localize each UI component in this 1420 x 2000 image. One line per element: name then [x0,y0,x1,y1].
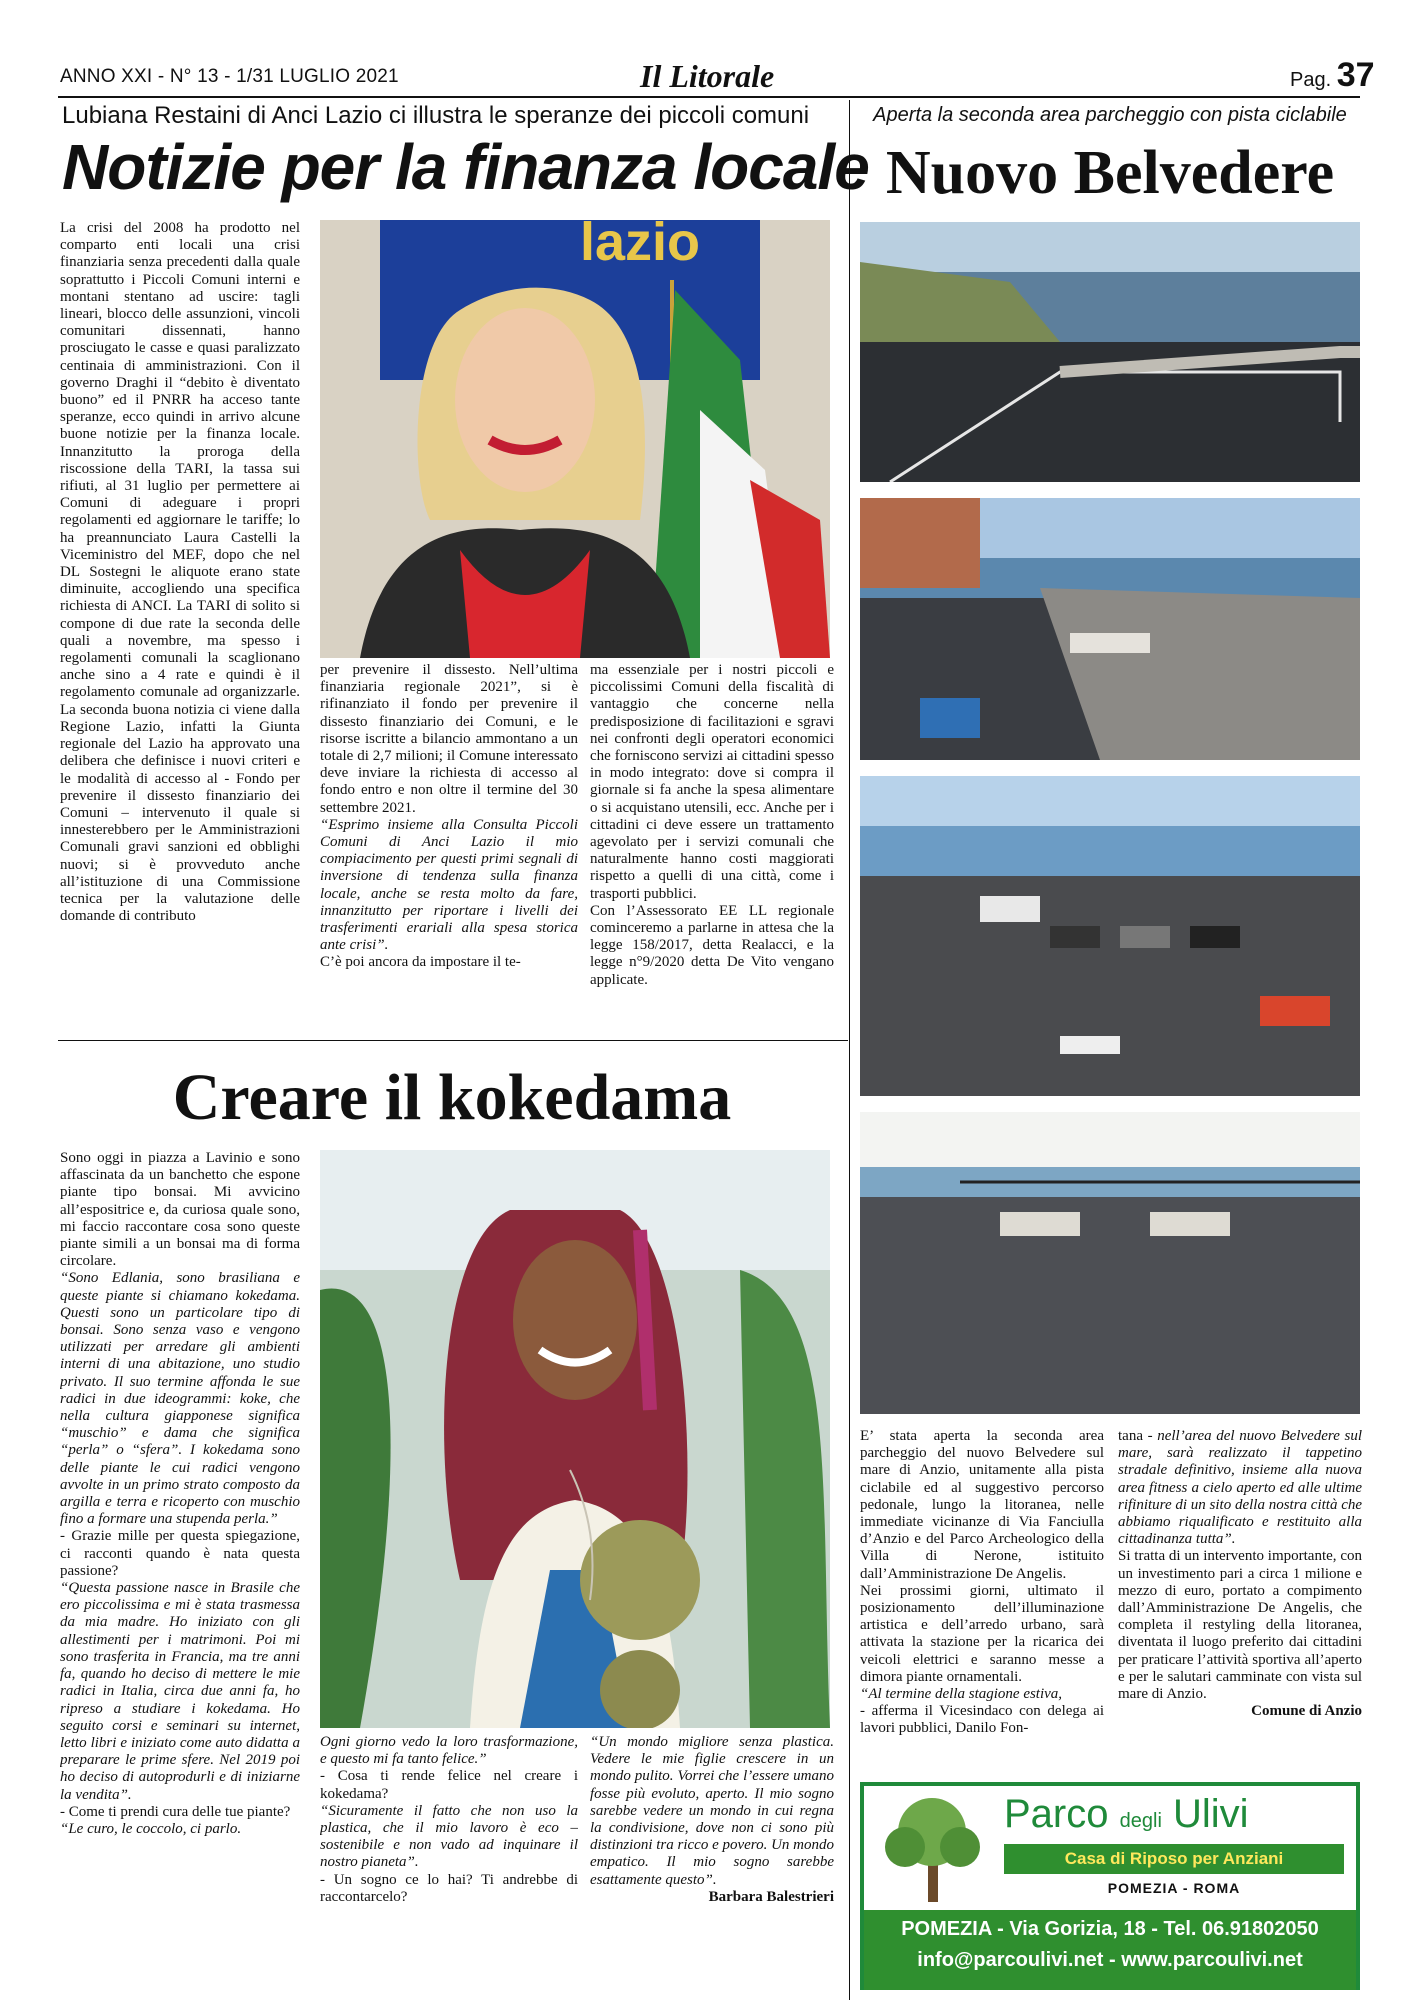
photo-belvedere-2 [860,498,1360,760]
article3-col1: Sono oggi in piazza a Lavinio e sono affascinata da un banchetto che espone piante tipo bonsai. Mi avvicino all’espositrice e, da curiosa quale sono, mi faccio raccontare cosa sono queste piante simili a un bonsai ma di forma circolare. “Sono Edlania, sono brasiliana e queste piante si chiamano kokedama. Questi sono un particolare tipo di bonsai. Sono senza vaso e vengono utilizzati per arredare gli ambienti interni di una abitazione, uno studio privato. Il suo termine affonda le sue radici in due ideogrammi: koke, che nella cultura giapponese significa “muschio” e dama che significa “perla” o “sfera”. I kokedama sono delle piante le cui radici vengono avvolte in un primo strato composto da argilla e terra e ricoperto con muschio fino a formare una stupenda perla.” - Grazie mille per questa spiegazione, ci racconti quando è nata questa passione? “Questa passione nasce in Brasile che ero piccolissima e mi è stata trasmessa da mia madre. Ho iniziato con gli allestimenti per i matrimoni. Poi mi sono trasferita in Francia, ma tre anni fa, quando ho deciso di mettere le mie radici in Italia, circa due anni fa, ho ripreso a studiare i kokedama. Ho seguito corsi e seminari su internet, letto libri e iniziato come auto didatta a preparare le prime sfere. Nel 2019 poi ho deciso di autoprodurli e di iniziarne la vendita”. - Come ti prendi cura delle tue piante? “Le curo, le coccolo, ci parlo. [60,1150,300,1837]
article1-col1: La crisi del 2008 ha prodotto nel comparto enti locali una crisi finanziaria senza precedenti dalla quale soprattutto i Piccoli Comuni interni e montani stentano ad uscire: tagli lineari, blocco delle assunzioni, vincoli comunitari dissennati, hanno prosciugato le casse e quasi paralizzato centinaia di amministrazioni. Con il governo Draghi il “debito è diventato buono” ed il PNRR ha acceso tante speranze, ecco quindi in arrivo alcune buone notizie per la finanza locale. Innanzitutto la proroga della riscossione della TARI, la tassa sui rifiuti, al 31 luglio per permettere ai Comuni di adeguare i propri regolamenti ed aggiornare le tariffe; lo ha preannunciato Laura Castelli la Viceministro del MEF, dopo che nel DL Sostegni le aliquote erano state diminuite, accogliendo una specifica richiesta di ANCI. La TARI di solito si compone di due rate la seconda delle quali a novembre, ma spesso i regolamenti comunali la scaglionano anche sino a 4 rate e quindi è il regolamento comunale ad organizzarle. La seconda buona notizia ci viene dalla Regione Lazio, infatti la Giunta regionale del Lazio ha approvato una delibera che definisce i nuovi criteri e le modalità di accesso al - Fondo per prevenire il dissesto finanziario dei Comuni – intervenuto il quale si innesterebbero per le Amministrazioni Comunali gravi sanzioni ed obblighi nuovi; si è provveduto anche all’istituzione di una Commissione tecnica per la valutazione delle domande di contributo [60,220,300,925]
article1-col2: per prevenire il dissesto. Nell’ultima finanziaria regionale 2021”, si è rifinanziato il fondo per prevenire il dissesto finanziario dei Comuni, e le risorse iscritte a bilancio ammontano a un totale di 2,7 milioni; il Comune interessato deve inviare la richiesta di accesso al fondo entro e non oltre il termine del 30 settembre 2021. “Esprimo insieme alla Consulta Piccoli Comuni di Anci Lazio il mio compiacimento per questi primi segnali di inversione di tendenza sulla finanza locale, anche se resta molto da fare, innanzitutto per riportare i livelli dei trasferimenti erariali alla spesa storica ante crisi”. C’è poi ancora da impostare il te- [320,662,578,971]
photo-belvedere-1 [860,222,1360,482]
photo-belvedere-3 [860,776,1360,1096]
advertisement-parco-ulivi[interactable] [860,1782,1360,1990]
article1-col3: ma essenziale per i nostri piccoli e piccolissimi Comuni della fiscalità di vantaggio che concerne nella predisposizione di facilitazioni e sgravi nei confronti degli operatori economici che forniscono servizi ai cittadini spesso in modo integrato: dove si compra il giornale si fa anche la spesa alimentare o si acquistano utensili, ecc. Anche per i cittadini ci deve essere un trattamento agevolato per i servizi comunali che naturalmente hanno costi maggiorati rispetto a quelli di una città, come i trasporti pubblici. Con l’Assessorato EE LL regionale cominceremo a parlarne in attesa che la legge 158/2017, detta Realacci, e la legge n°9/2020 detta De Vito vengano applicate. [590,662,834,988]
article2-signature: Comune di Anzio [1251,1703,1362,1720]
portrait-image [320,220,830,658]
ad-city: POMEZIA - ROMA [1107,1880,1241,1896]
article2-col1: E’ stata aperta la seconda area parcheggio del nuovo Belvedere sul mare di Anzio, unitamente alla pista ciclabile ed al suggestivo percorso pedonale, lungo la litoranea, nelle immediate vicinanze di Via Fanciulla d’Anzio e del Parco Archeologico della Villa di Nerone, istituito dall’Amministrazione De Angelis. Nei prossimi giorni, ultimato il posizionamento dell’illuminazione artistica e dell’arredo urbano, sarà attivata la stazione per la ricarica dei veicoli elettrici e saranno messe a dimora piante ornamentali. “Al termine della stagione estiva, - afferma il Vicesindaco con delega ai lavori pubblici, Danilo Fon- [860,1428,1104,1737]
header-rule [58,96,1360,98]
walkway-image [860,498,1360,760]
photo-edlania-kokedama [320,1150,830,1728]
photo-lubiana-restaini [320,220,830,658]
article3-signature: Barbara Balestrieri [708,1888,834,1905]
ad-contact-band [864,1910,1356,1990]
article1-kicker: Lubiana Restaini di Anci Lazio ci illustra le speranze dei piccoli comuni [62,102,810,129]
article3-col2: Ogni giorno vedo la loro trasformazione, e questo mi fa tanto felice.” - Cosa ti rende felice nel creare i kokedama? “Sicuramente il fatto che non uso la plastica, che il mio lavoro è eco – sostenibile e non vado ad inquinare il nostro pianeta”. - Un sogno ce lo hai? Ti andrebbe di raccontarcelo? [320,1734,578,1905]
photo-belvedere-4 [860,1112,1360,1414]
column-divider [849,100,850,2000]
masthead: Il Litorale [640,58,775,94]
article3-col3: “Un mondo migliore senza plastica. Vedere le mie figlie crescere in un mondo pulito. Vorrei che l’essere umano fosse più evoluto, aperto. Il mio sogno sarebbe vedere un mondo in cui regna la condivisione, dove non ci sono più distinzioni tra ricco e povero. Un mondo empatico. Il mio sogno sarebbe esattamente questo”. Barbara Balestrieri [590,1734,834,1905]
ad-subtitle: Casa di Riposo per Anziani [1004,1844,1344,1874]
issue-info: ANNO XXI - N° 13 - 1/31 LUGLIO 2021 [60,66,399,87]
flag-text: lazio [580,220,701,272]
parking-aerial-image [860,222,1360,482]
article2-col2: tana - nell’area del nuovo Belvedere sul mare, sarà realizzato il tappetino stradale definitivo, insieme alla nuova area fitness a cielo aperto ed alle ultime rifiniture di un sito della nostra città che abbiamo riqualificato e restituito alla cittadinanza tutta”. Si tratta di un intervento importante, con un investimento pari a circa 1 milione e mezzo di euro, portato a compimento dall’Amministrazione De Angelis, che completa il restyling della litoranea, diventata il luogo preferito dai cittadini per praticare l’attività sportiva all’aperto e per le salutari camminate con vista sul mare di Anzio. Comune di Anzio [1118,1428,1362,1720]
ad-contacts[interactable]: info@parcoulivi.net - www.parcoulivi.net [917,1949,1303,1971]
olive-tree-icon [870,1792,994,1908]
kokedama-portrait-image [320,1150,830,1728]
ad-address: POMEZIA - Via Gorizia, 18 - Tel. 06.91802050 [901,1918,1319,1940]
article2-kicker: Aperta la seconda area parcheggio con pista ciclabile [873,104,1347,126]
article1-title: Notizie per la finanza locale [62,131,869,203]
article3-title: Creare il kokedama [172,1061,732,1134]
benches-image [860,1112,1360,1414]
article2-title: Nuovo Belvedere [885,139,1335,207]
page-number: Pag. 37 [1290,56,1375,94]
cars-parking-image [860,776,1360,1096]
section-divider [58,1040,848,1041]
ad-brand: Parco degli Ulivi [1004,1792,1249,1836]
